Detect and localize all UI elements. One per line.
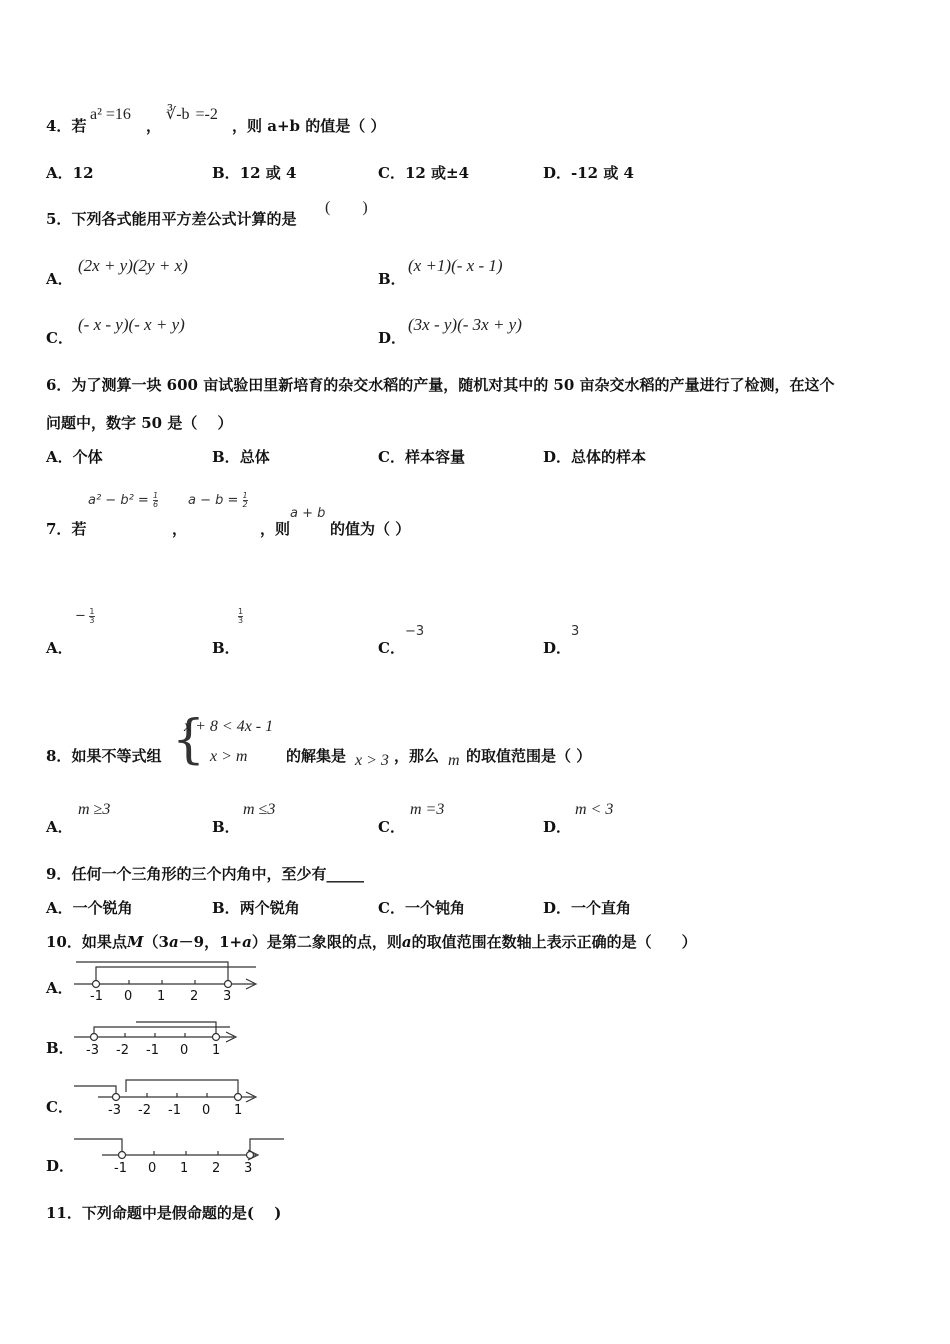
q10-coords-close: ） [251,933,267,951]
q4-pre: 若 [71,117,87,135]
q6-option-c-letter: C． [378,448,405,466]
q8-option-b-expr: m ≤3 [243,801,276,818]
q9-option-d[interactable] [543,897,631,918]
q7-option-c-letter[interactable]: C． [378,639,405,657]
q8-sys1: x + 8 < 4x - 1 [184,718,274,735]
q10-var: a [401,933,412,951]
q10-option-a-open-point-right [225,981,232,988]
q6-number: 6． [46,376,72,394]
q7-option-b-num: 1 [238,607,244,616]
q10-option-b-label-3: 0 [180,1043,189,1058]
q10-coords-open: （3 [143,933,169,951]
q4-option-c-text: 12 或±4 [404,164,470,182]
q6-line1-text: 为了测算一块 600 亩试验田里新培育的杂交水稻的产量，随机对其中的 50 亩杂交水稻的产量进行了检测，在这个 [71,376,835,394]
q5-option-c-letter[interactable]: C． [46,329,73,347]
q10-option-a-label-4: 3 [223,989,232,1004]
q4-option-a-letter: A． [46,164,73,182]
q4-option-d[interactable] [543,162,634,183]
q10-option-b-label-2: -1 [146,1043,159,1058]
q10-pre: 如果点 [81,933,127,951]
q6-line2: 问题中，数字 50 是（ ） [46,414,233,432]
q8-brace: { [172,710,206,770]
q6-option-b-text: 总体 [239,448,270,466]
q8-option-a-letter[interactable]: A． [46,818,73,836]
q6-option-c[interactable] [378,446,465,467]
q8-option-d-letter[interactable]: D． [543,818,572,836]
q10-option-b-ray-left [136,1022,216,1037]
q10-option-a-label-0: -1 [90,989,103,1004]
q9-option-a[interactable] [46,897,133,918]
q10-option-d-ray-right [250,1139,284,1155]
q7-option-d-value: 3 [571,624,580,639]
q4-option-a-text: 12 [72,164,94,182]
q7-cond2-den: 2 [242,500,248,509]
q10-option-d-ray-left [74,1139,122,1155]
q9-option-d-text: 一个直角 [571,899,632,917]
q10-option-a-open-point-left [93,981,100,988]
q4-option-b-letter: B． [212,164,240,182]
q7-option-c-value: −3 [405,624,425,639]
q10-option-a-label-3: 2 [190,989,199,1004]
q10-post: 的取值范围在数轴上表示正确的是（ ） [411,933,697,951]
q7-pre: 若 [71,520,87,538]
q10-option-a-letter[interactable]: A． [46,979,73,997]
q8-mid: 的解集是 [286,747,347,765]
q8-number: 8． [46,747,72,765]
q6-line1 [46,374,835,395]
q8-mid2: ，那么 [394,747,440,765]
q9-stem [46,863,364,884]
q7-option-a-value [75,608,95,625]
q7-post: 的值为（ ） [330,520,411,538]
q6-option-d[interactable] [543,446,646,467]
q7-option-b-den: 3 [238,616,244,625]
q8-option-c-expr: m =3 [410,801,445,818]
q5-option-b-expr: (x +1)(- x - 1) [408,256,503,275]
q6-option-a[interactable] [46,446,103,467]
q7-cond2-frac [243,492,248,509]
q7-option-a-num: 1 [89,607,95,616]
q4-option-b[interactable] [212,162,296,183]
q11-text: 下列命题中是假命题的是( ) [81,1204,282,1222]
q10-option-c-open-point-right [235,1094,242,1101]
q10-option-d-label-1: 0 [148,1161,157,1176]
q10-option-d-label-2: 1 [180,1161,189,1176]
q4-post: ，则 a+b 的值是（ ） [232,117,386,135]
q6-option-b[interactable] [212,446,270,467]
q7-cond2 [188,492,248,509]
q10-option-b-letter[interactable]: B． [46,1039,74,1057]
q10-option-d-label-4: 3 [244,1161,253,1176]
q5-number: 5． [46,210,72,228]
q10-option-c-letter[interactable]: C． [46,1098,73,1116]
q9-option-c-letter: C． [378,899,405,917]
q10-option-c-label-0: -3 [108,1103,121,1118]
q7-cond1-den: 6 [152,500,159,509]
q5-option-a-expr: (2x + y)(2y + x) [78,256,188,275]
q7-cond1 [88,492,158,509]
q8-sol: x > 3 [355,752,389,769]
q8-option-d-expr: m < 3 [575,801,614,818]
q8-stem [46,745,161,766]
q7-option-d-letter[interactable]: D． [543,639,572,657]
q9-option-b[interactable] [212,897,300,918]
q4-eq2-root: ∛-b [166,106,190,123]
q9-option-b-text: 两个锐角 [239,899,300,917]
q7-comma: ， [172,520,188,538]
q10-option-d-open-point-left [119,1152,126,1159]
q4-stem [46,115,86,136]
q10-option-b-open-point-left [91,1034,98,1041]
q11-stem [46,1202,281,1223]
q7-cond1-frac [153,492,158,509]
q4-eq2-rhs: =-2 [195,106,218,123]
q4-option-d-text: -12 或 4 [571,164,634,182]
q10-option-d-letter[interactable]: D． [46,1157,75,1175]
q7-expr: a + b [290,506,326,521]
q9-option-d-letter: D． [543,899,572,917]
q10-option-b-open-point-right [213,1034,220,1041]
q7-stem [46,518,86,539]
q8-pre: 如果不等式组 [71,747,162,765]
q8-post: 的取值范围是（ ） [466,747,592,765]
q4-option-a[interactable] [46,162,94,183]
q5-text: 下列各式能用平方差公式计算的是 [71,210,297,228]
q9-option-a-letter: A． [46,899,73,917]
q4-option-b-text: 12 或 4 [239,164,297,182]
q5-option-d-letter[interactable]: D． [378,329,407,347]
q6-option-d-letter: D． [543,448,572,466]
q8-option-a-expr: m ≥3 [78,801,111,818]
q10-a2: a [242,933,252,951]
q10-option-c-open-point-left [113,1094,120,1101]
q7-option-b-letter[interactable]: B． [212,639,240,657]
q10-coords-mid: －9，1+ [178,933,243,951]
q8-var: m [448,752,460,769]
q7-cond2-lhs: a − b = [188,493,239,508]
q9-option-c[interactable] [378,897,465,918]
q10-option-c-ray-left [74,1086,116,1097]
q7-cond2-num: 1 [242,491,248,500]
q5-option-c-expr: (- x - y)(- x + y) [78,315,185,334]
q10-option-b-label-0: -3 [86,1043,99,1058]
q10-option-c-ray-range [126,1080,238,1097]
q4-option-c[interactable] [378,162,469,183]
q10-option-c-label-1: -2 [138,1103,151,1118]
q5-stem [46,208,296,229]
q10-option-d-open-point-right [247,1152,254,1159]
q10-option-b-number-line [70,1018,250,1064]
q11-number: 11． [46,1204,82,1222]
q5-paren: ( ) [325,199,368,216]
q9-option-b-letter: B． [212,899,240,917]
q10-option-c-label-4: 1 [234,1103,243,1118]
q10-option-d-number-line [70,1134,290,1180]
q10-option-c-number-line [70,1076,270,1122]
q8-option-c-letter[interactable]: C． [378,818,405,836]
q10-point: M [126,933,144,951]
q5-option-d-expr: (3x - y)(- 3x + y) [408,315,522,334]
q7-option-b-frac [238,608,243,625]
q9-number: 9． [46,865,72,883]
q9-option-c-text: 一个钝角 [404,899,465,917]
q7-cond1-lhs: a² − b² = [88,493,149,508]
q6-option-b-letter: B． [212,448,240,466]
q10-option-a-label-2: 1 [157,989,166,1004]
q5-option-b-letter[interactable]: B． [378,270,406,288]
q4-eq2 [166,104,218,124]
q4-number: 4． [46,117,72,135]
q10-option-c-label-2: -1 [168,1103,181,1118]
q4-eq1: a² =16 [90,106,131,123]
q10-option-a-ray-right [96,967,256,984]
q10-number: 10． [46,933,82,951]
q10-option-b-ray-right [94,1027,230,1037]
q7-option-a-sign: − [75,608,86,624]
q10-mid: 是第二象限的点，则 [266,933,402,951]
q4-sep: ， [146,117,162,135]
q10-option-d-label-0: -1 [114,1161,127,1176]
q10-option-d-label-3: 2 [212,1161,221,1176]
q7-option-b-value [238,608,243,625]
q10-option-a-ray-left [76,962,228,984]
q6-option-a-letter: A． [46,448,73,466]
q10-option-c-label-3: 0 [202,1103,211,1118]
q10-a1: a [168,933,179,951]
q6-option-c-text: 样本容量 [404,448,465,466]
q10-option-a-number-line [70,958,270,1004]
q8-sys2: x > m [210,748,248,765]
q7-option-a-den: 3 [89,616,95,625]
q10-option-a-label-1: 0 [124,989,133,1004]
q6-option-d-text: 总体的样本 [571,448,647,466]
q7-then: ，则 [260,520,291,538]
q5-option-a-letter[interactable]: A． [46,270,73,288]
q9-text: 任何一个三角形的三个内角中，至少有_____ [71,865,364,883]
q7-option-a-frac [89,608,94,625]
q7-option-a-letter[interactable]: A． [46,639,73,657]
q8-option-b-letter[interactable]: B． [212,818,240,836]
q6-option-a-text: 个体 [72,448,103,466]
q9-option-a-text: 一个锐角 [72,899,133,917]
q4-option-d-letter: D． [543,164,572,182]
q10-stem [46,931,697,952]
q7-cond1-num: 1 [152,491,159,500]
q7-number: 7． [46,520,72,538]
q10-option-b-label-1: -2 [116,1043,129,1058]
q4-option-c-letter: C． [378,164,405,182]
q10-option-b-label-4: 1 [212,1043,221,1058]
